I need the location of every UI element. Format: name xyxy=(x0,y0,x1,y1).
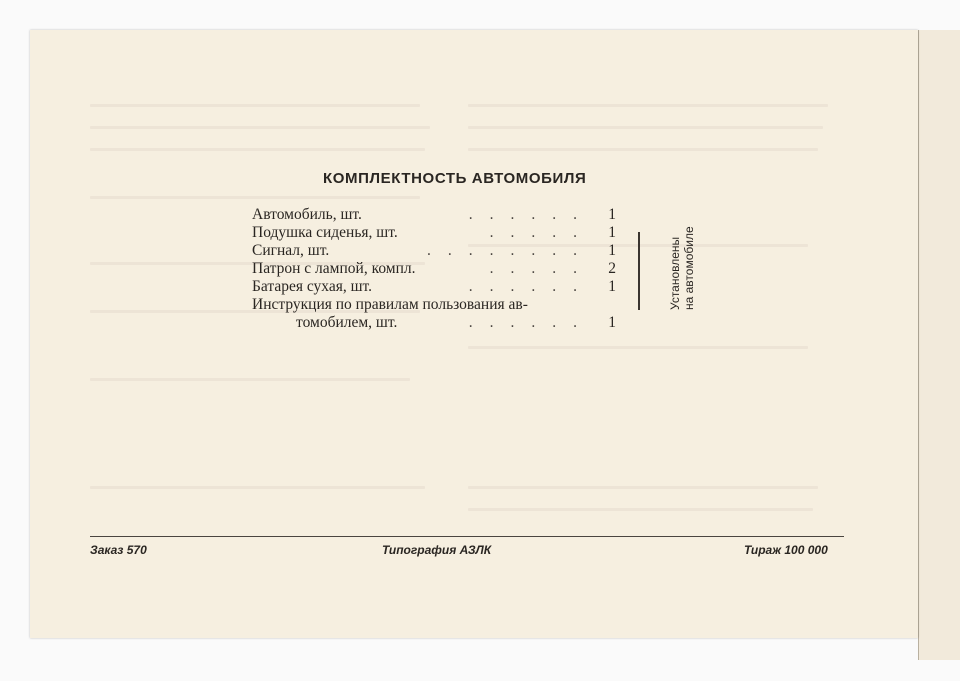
show-through-text xyxy=(468,486,818,489)
item-label: Сигнал, шт. xyxy=(252,242,330,259)
leader-dots: ...... xyxy=(468,278,594,295)
item-quantity: 1 xyxy=(608,278,616,295)
footer-printer: Типография АЗЛК xyxy=(382,543,492,557)
page-flap xyxy=(918,30,960,660)
page-title: КОМПЛЕКТНОСТЬ АВТОМОБИЛЯ xyxy=(323,170,587,187)
side-note-line: на автомобиле xyxy=(682,226,696,310)
list-item xyxy=(252,260,624,278)
show-through-text xyxy=(468,346,808,349)
show-through-text xyxy=(90,148,425,151)
leader-dots: ..... xyxy=(489,224,594,241)
list-item xyxy=(252,224,624,242)
footer-rule xyxy=(90,536,844,537)
show-through-text xyxy=(468,104,828,107)
show-through-text xyxy=(90,378,410,381)
item-label: Батарея сухая, шт. xyxy=(252,278,373,295)
item-label: Подушка сиденья, шт. xyxy=(252,224,398,241)
list-item xyxy=(252,242,624,260)
show-through-text xyxy=(468,126,823,129)
item-label: томобилем, шт. xyxy=(296,314,398,331)
leader-dots: ..... xyxy=(489,260,594,277)
list-item xyxy=(252,278,624,296)
list-item xyxy=(252,206,624,224)
item-quantity: 1 xyxy=(608,242,616,259)
list-item xyxy=(252,314,624,332)
list-item xyxy=(252,296,624,314)
show-through-text xyxy=(90,196,420,199)
show-through-text xyxy=(90,126,430,129)
show-through-text xyxy=(90,486,425,489)
item-quantity: 1 xyxy=(608,224,616,241)
footer-order: Заказ 570 xyxy=(90,543,147,557)
item-quantity: 1 xyxy=(608,206,616,223)
side-note xyxy=(668,226,696,310)
leader-dots: ...... xyxy=(468,314,594,331)
item-label: Автомобиль, шт. xyxy=(252,206,362,223)
item-label: Патрон с лампой, компл. xyxy=(252,260,416,277)
side-note-line: Установлены xyxy=(668,236,682,310)
item-quantity: 2 xyxy=(608,260,616,277)
leader-dots: ...... xyxy=(468,206,594,223)
grouping-bracket xyxy=(638,232,640,310)
show-through-text xyxy=(90,104,420,107)
footer-circulation: Тираж 100 000 xyxy=(744,543,828,557)
show-through-text xyxy=(468,148,818,151)
item-label: Инструкция по правилам пользования ав- xyxy=(252,296,528,313)
show-through-text xyxy=(468,508,813,511)
item-quantity: 1 xyxy=(608,314,616,331)
leader-dots: ........ xyxy=(427,242,594,259)
